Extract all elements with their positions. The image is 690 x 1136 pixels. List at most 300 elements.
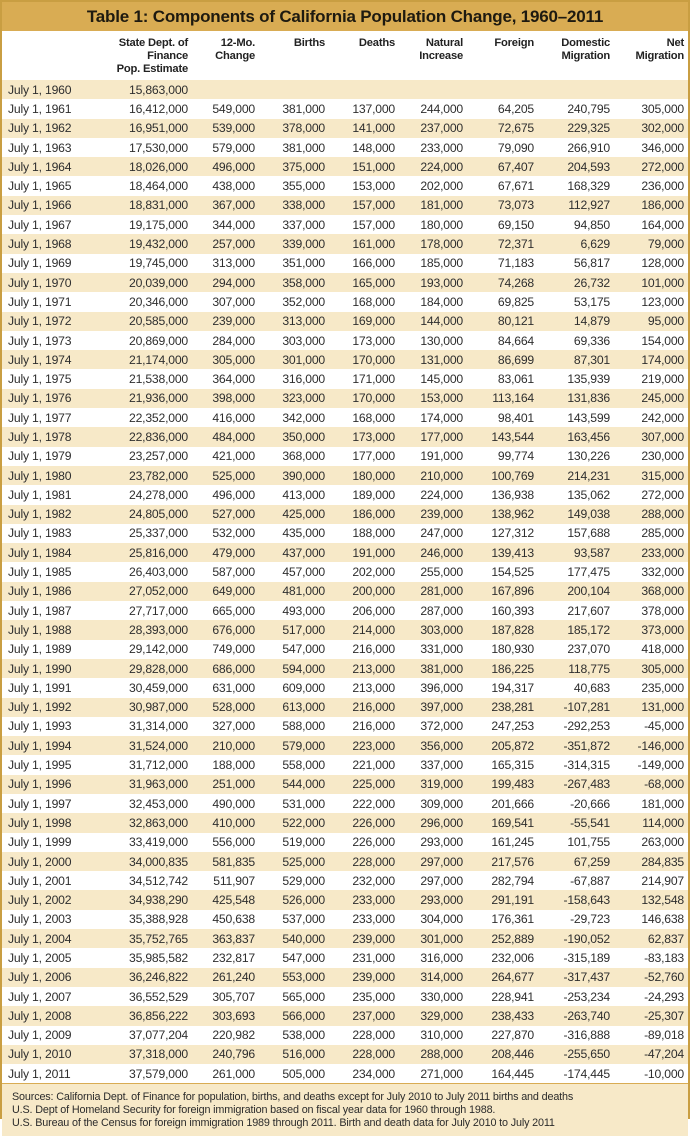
cell-date: July 1, 1966: [2, 196, 112, 215]
cell-pop-estimate: 21,936,000: [112, 389, 188, 408]
cell-deaths: 191,000: [325, 543, 395, 562]
cell-domestic-migration: 118,775: [534, 659, 610, 678]
cell-12-mo-change: 305,000: [188, 350, 255, 369]
cell-domestic-migration: -67,887: [570, 873, 610, 888]
cell-net-migration: 378,000: [641, 603, 684, 618]
cell-births: 579,000: [255, 736, 325, 755]
cell-pop-estimate: 20,039,000: [112, 273, 188, 292]
cell-foreign: 238,433: [463, 1006, 534, 1025]
cell-net-migration: 95,000: [610, 312, 688, 331]
cell-12-mo-change: 425,548: [188, 890, 255, 909]
table-row: [2, 968, 688, 987]
cell-deaths: 137,000: [352, 101, 395, 116]
cell-foreign: 73,073: [463, 196, 534, 215]
cell-foreign: 264,677: [463, 968, 534, 987]
cell-births: 553,000: [255, 968, 325, 987]
cell-domestic-migration: -316,888: [563, 1028, 610, 1043]
cell-births: 457,000: [282, 565, 325, 580]
cell-date: July 1, 1974: [2, 350, 112, 369]
column-header-net-migration: Net Migration: [610, 31, 688, 80]
cell-domestic-migration: 240,795: [567, 101, 610, 116]
cell-net-migration: 233,000: [610, 543, 688, 562]
cell-net-migration: 245,000: [610, 389, 688, 408]
source-line: Sources: California Dept. of Finance for population, births, and deaths except for July 2010 to July 2011 births and deaths: [12, 1091, 574, 1104]
table-row: [2, 1026, 688, 1045]
table-row: [2, 910, 688, 929]
cell-births: 316,000: [282, 372, 325, 387]
cell-pop-estimate: 31,712,000: [129, 758, 188, 773]
cell-domestic-migration: -267,483: [534, 775, 610, 794]
cell-births: 368,000: [282, 449, 325, 464]
cell-date: July 1, 1984: [2, 543, 112, 562]
cell-deaths: 151,000: [325, 157, 395, 176]
cell-date: July 1, 1991: [8, 680, 72, 695]
cell-12-mo-change: 438,000: [212, 179, 255, 194]
cell-natural-increase: 255,000: [420, 565, 463, 580]
cell-births: 339,000: [255, 234, 325, 253]
cell-deaths: 173,000: [352, 333, 395, 348]
cell-net-migration: -24,293: [644, 989, 684, 1004]
cell-domestic-migration: 94,850: [573, 217, 610, 232]
cell-date: July 1, 1976: [2, 389, 112, 408]
cell-domestic-migration: 229,325: [534, 119, 610, 138]
table-row: [2, 273, 688, 292]
cell-foreign: 136,938: [491, 487, 534, 502]
cell-pop-estimate: 31,314,000: [129, 719, 188, 734]
cell-12-mo-change: 484,000: [188, 427, 255, 446]
cell-natural-increase: 145,000: [420, 372, 463, 387]
cell-domestic-migration: 135,062: [567, 487, 610, 502]
cell-deaths: 148,000: [352, 140, 395, 155]
cell-net-migration: -25,307: [610, 1006, 688, 1025]
cell-foreign: 67,407: [463, 157, 534, 176]
cell-12-mo-change: 676,000: [188, 620, 255, 639]
cell-foreign: 127,312: [491, 526, 534, 541]
cell-foreign: 227,870: [491, 1028, 534, 1043]
table-row: [2, 678, 688, 697]
cell-net-migration: 114,000: [610, 813, 688, 832]
cell-pop-estimate: 24,278,000: [129, 487, 188, 502]
cell-deaths: 222,000: [352, 796, 395, 811]
cell-deaths: 225,000: [325, 775, 395, 794]
cell-natural-increase: 178,000: [395, 234, 463, 253]
cell-deaths: 177,000: [352, 449, 395, 464]
table-row: [2, 543, 688, 562]
cell-pop-estimate: 31,963,000: [112, 775, 188, 794]
cell-date: July 1, 2005: [8, 951, 72, 965]
cell-net-migration: 346,000: [641, 140, 684, 155]
cell-foreign: 154,525: [491, 565, 534, 580]
cell-date: July 1, 1985: [8, 565, 72, 580]
cell-net-migration: -146,000: [610, 736, 688, 755]
cell-natural-increase: 396,000: [420, 680, 463, 695]
cell-natural-increase: 247,000: [420, 526, 463, 541]
cell-pop-estimate: 36,246,822: [112, 968, 188, 987]
cell-deaths: 228,000: [325, 1045, 395, 1064]
cell-date: July 1, 1998: [2, 813, 112, 832]
cell-net-migration: -68,000: [610, 775, 688, 794]
cell-domestic-migration: -253,234: [563, 989, 610, 1004]
cell-date: July 1, 1967: [8, 217, 72, 232]
cell-deaths: 237,000: [325, 1006, 395, 1025]
table-row: [2, 524, 688, 543]
cell-births: 378,000: [255, 119, 325, 138]
cell-12-mo-change: 284,000: [212, 333, 255, 348]
cell-births: 390,000: [255, 466, 325, 485]
cell-births: 413,000: [282, 487, 325, 502]
cell-domestic-migration: -292,253: [563, 719, 610, 734]
cell-deaths: 170,000: [325, 350, 395, 369]
cell-date: July 1, 1987: [8, 603, 72, 618]
cell-natural-increase: 316,000: [420, 951, 463, 965]
cell-date: July 1, 1986: [2, 582, 112, 601]
cell-net-migration: 131,000: [610, 698, 688, 717]
table-row: [2, 620, 688, 639]
table-row: [2, 485, 688, 504]
cell-births: 437,000: [255, 543, 325, 562]
table-row: [2, 601, 688, 620]
table-row: [2, 427, 688, 446]
cell-pop-estimate: 22,352,000: [129, 410, 188, 425]
table-row: [2, 794, 688, 813]
cell-12-mo-change: 261,000: [212, 1066, 255, 1081]
cell-12-mo-change: 210,000: [188, 736, 255, 755]
cell-births: 375,000: [255, 157, 325, 176]
cell-births: 522,000: [255, 813, 325, 832]
cell-foreign: 72,675: [463, 119, 534, 138]
table-row: [2, 755, 688, 774]
table-row: [2, 813, 688, 832]
cell-pop-estimate: 30,987,000: [112, 698, 188, 717]
cell-foreign: 99,774: [497, 449, 534, 464]
cell-pop-estimate: 27,717,000: [129, 603, 188, 618]
cell-births: 588,000: [282, 719, 325, 734]
table-row: [2, 408, 688, 427]
cell-natural-increase: 202,000: [420, 179, 463, 194]
cell-foreign: 169,541: [463, 813, 534, 832]
cell-deaths: 202,000: [352, 565, 395, 580]
cell-natural-increase: 301,000: [395, 929, 463, 948]
cell-deaths: 168,000: [352, 294, 395, 309]
cell-natural-increase: 330,000: [420, 989, 463, 1004]
cell-date: July 1, 1963: [8, 140, 72, 155]
table-row: [2, 80, 688, 99]
cell-foreign: 72,371: [463, 234, 534, 253]
cell-natural-increase: 130,000: [420, 333, 463, 348]
cell-natural-increase: 297,000: [420, 873, 463, 888]
cell-12-mo-change: 261,240: [188, 968, 255, 987]
table-row: [2, 640, 688, 659]
cell-foreign: 194,317: [491, 680, 534, 695]
cell-deaths: 173,000: [325, 427, 395, 446]
cell-natural-increase: 210,000: [395, 466, 463, 485]
cell-foreign: 180,930: [491, 642, 534, 657]
cell-natural-increase: 233,000: [420, 140, 463, 155]
cell-domestic-migration: 93,587: [534, 543, 610, 562]
cell-births: 544,000: [255, 775, 325, 794]
data-table: [2, 31, 688, 1083]
cell-12-mo-change: 307,000: [212, 294, 255, 309]
cell-domestic-migration: 14,879: [534, 312, 610, 331]
cell-pop-estimate: 15,863,000: [112, 80, 188, 99]
cell-deaths: 228,000: [325, 852, 395, 871]
cell-natural-increase: 293,000: [395, 890, 463, 909]
cell-deaths: 233,000: [325, 890, 395, 909]
cell-natural-increase: 185,000: [420, 256, 463, 271]
cell-12-mo-change: 665,000: [212, 603, 255, 618]
cell-pop-estimate: 31,524,000: [112, 736, 188, 755]
cell-pop-estimate: 21,174,000: [112, 350, 188, 369]
cell-foreign: 187,828: [463, 620, 534, 639]
cell-natural-increase: 304,000: [420, 912, 463, 927]
table-row: [2, 369, 688, 388]
cell-foreign: 164,445: [491, 1066, 534, 1081]
cell-12-mo-change: 556,000: [212, 835, 255, 850]
cell-12-mo-change: 450,638: [212, 912, 255, 927]
cell-natural-increase: 191,000: [420, 449, 463, 464]
cell-deaths: 180,000: [325, 466, 395, 485]
cell-net-migration: -149,000: [637, 758, 684, 773]
cell-date: July 1, 1980: [2, 466, 112, 485]
cell-pop-estimate: 36,856,222: [112, 1006, 188, 1025]
cell-date: July 1, 1978: [2, 427, 112, 446]
cell-pop-estimate: 28,393,000: [112, 620, 188, 639]
cell-12-mo-change: [188, 80, 255, 99]
cell-date: July 1, 2003: [8, 912, 72, 927]
cell-domestic-migration: -20,666: [570, 796, 610, 811]
cell-date: July 1, 1979: [8, 449, 72, 464]
cell-births: 342,000: [282, 410, 325, 425]
cell-12-mo-change: 327,000: [212, 719, 255, 734]
cell-births: 538,000: [282, 1028, 325, 1043]
cell-domestic-migration: 112,927: [534, 196, 610, 215]
cell-births: 547,000: [282, 951, 325, 965]
cell-deaths: 189,000: [352, 487, 395, 502]
column-header-births: Births: [255, 31, 325, 80]
cell-births: 505,000: [282, 1066, 325, 1081]
cell-domestic-migration: -317,437: [534, 968, 610, 987]
cell-net-migration: 272,000: [641, 487, 684, 502]
cell-births: 547,000: [282, 642, 325, 657]
cell-natural-increase: 177,000: [395, 427, 463, 446]
cell-12-mo-change: 528,000: [188, 698, 255, 717]
cell-date: July 1, 1993: [8, 719, 72, 734]
cell-foreign: 71,183: [497, 256, 534, 271]
table-row: [2, 890, 688, 909]
table-row: [2, 659, 688, 678]
cell-domestic-migration: 163,456: [534, 427, 610, 446]
cell-date: July 1, 2009: [8, 1028, 72, 1043]
cell-foreign: 74,268: [463, 273, 534, 292]
cell-natural-increase: 314,000: [395, 968, 463, 987]
cell-deaths: 170,000: [325, 389, 395, 408]
cell-foreign: 282,794: [491, 873, 534, 888]
cell-net-migration: 123,000: [641, 294, 684, 309]
cell-domestic-migration: 87,301: [534, 350, 610, 369]
table-row: [2, 196, 688, 215]
cell-net-migration: 305,000: [610, 659, 688, 678]
cell-domestic-migration: -55,541: [534, 813, 610, 832]
cell-net-migration: -83,183: [644, 951, 684, 965]
cell-pop-estimate: 33,419,000: [129, 835, 188, 850]
cell-domestic-migration: 69,336: [573, 333, 610, 348]
cell-pop-estimate: 20,346,000: [129, 294, 188, 309]
cell-domestic-migration: 40,683: [573, 680, 610, 695]
cell-foreign: 67,671: [497, 179, 534, 194]
cell-net-migration: 132,548: [610, 890, 688, 909]
cell-births: 516,000: [255, 1045, 325, 1064]
cell-natural-increase: 184,000: [420, 294, 463, 309]
cell-natural-increase: 224,000: [420, 487, 463, 502]
cell-net-migration: 285,000: [641, 526, 684, 541]
cell-net-migration: 214,907: [641, 873, 684, 888]
cell-foreign: 80,121: [463, 312, 534, 331]
cell-pop-estimate: 37,077,204: [129, 1028, 188, 1043]
table-title-band: [2, 2, 688, 31]
cell-foreign: [463, 80, 534, 99]
cell-deaths: 200,000: [325, 582, 395, 601]
cell-12-mo-change: 579,000: [212, 140, 255, 155]
cell-foreign: 98,401: [497, 410, 534, 425]
cell-pop-estimate: 23,257,000: [129, 449, 188, 464]
table-row: [2, 852, 688, 871]
cell-12-mo-change: 587,000: [212, 565, 255, 580]
cell-12-mo-change: 363,837: [188, 929, 255, 948]
cell-deaths: 226,000: [325, 813, 395, 832]
cell-net-migration: 288,000: [610, 505, 688, 524]
cell-pop-estimate: 19,432,000: [112, 234, 188, 253]
cell-12-mo-change: 410,000: [188, 813, 255, 832]
cell-natural-increase: 271,000: [420, 1066, 463, 1081]
cell-date: July 1, 2007: [8, 989, 72, 1004]
cell-births: 609,000: [282, 680, 325, 695]
cell-pop-estimate: 32,863,000: [112, 813, 188, 832]
cell-births: 525,000: [255, 852, 325, 871]
cell-deaths: 157,000: [352, 217, 395, 232]
cell-deaths: 223,000: [325, 736, 395, 755]
column-header-date: [2, 31, 112, 80]
cell-net-migration: 164,000: [641, 217, 684, 232]
cell-pop-estimate: 19,745,000: [129, 256, 188, 271]
cell-domestic-migration: -263,740: [534, 1006, 610, 1025]
table-row: [2, 929, 688, 948]
cell-pop-estimate: 37,579,000: [129, 1066, 188, 1081]
cell-births: 519,000: [282, 835, 325, 850]
cell-domestic-migration: 6,629: [534, 234, 610, 253]
cell-deaths: 221,000: [352, 758, 395, 773]
cell-12-mo-change: 257,000: [188, 234, 255, 253]
cell-foreign: 205,872: [463, 736, 534, 755]
cell-date: July 1, 1972: [2, 312, 112, 331]
cell-pop-estimate: 32,453,000: [129, 796, 188, 811]
cell-domestic-migration: -29,723: [570, 912, 610, 927]
cell-deaths: 141,000: [325, 119, 395, 138]
cell-12-mo-change: 188,000: [212, 758, 255, 773]
column-header-deaths: Deaths: [325, 31, 395, 80]
cell-births: 613,000: [255, 698, 325, 717]
cell-pop-estimate: 26,403,000: [129, 565, 188, 580]
cell-natural-increase: 246,000: [395, 543, 463, 562]
cell-12-mo-change: 496,000: [188, 157, 255, 176]
cell-net-migration: 62,837: [610, 929, 688, 948]
cell-births: 313,000: [255, 312, 325, 331]
cell-foreign: 228,941: [491, 989, 534, 1004]
cell-natural-increase: 244,000: [420, 101, 463, 116]
cell-foreign: 160,393: [491, 603, 534, 618]
cell-natural-increase: 397,000: [395, 698, 463, 717]
table-row: [2, 987, 688, 1006]
table-row: [2, 254, 688, 273]
cell-domestic-migration: 157,688: [567, 526, 610, 541]
cell-12-mo-change: 749,000: [212, 642, 255, 657]
cell-foreign: 69,150: [497, 217, 534, 232]
cell-net-migration: 307,000: [610, 427, 688, 446]
cell-foreign: 165,315: [491, 758, 534, 773]
cell-12-mo-change: 303,693: [188, 1006, 255, 1025]
cell-pop-estimate: 37,318,000: [112, 1045, 188, 1064]
table-row: [2, 119, 688, 138]
cell-natural-increase: 297,000: [395, 852, 463, 871]
cell-net-migration: 230,000: [641, 449, 684, 464]
cell-domestic-migration: -314,315: [563, 758, 610, 773]
cell-deaths: 206,000: [352, 603, 395, 618]
cell-date: July 1, 1983: [8, 526, 72, 541]
cell-natural-increase: 372,000: [420, 719, 463, 734]
cell-natural-increase: 281,000: [395, 582, 463, 601]
cell-date: July 1, 1977: [8, 410, 72, 425]
cell-date: July 1, 1981: [8, 487, 72, 502]
cell-pop-estimate: 29,142,000: [129, 642, 188, 657]
table-row: [2, 99, 688, 118]
cell-date: July 1, 1970: [2, 273, 112, 292]
cell-12-mo-change: 240,796: [188, 1045, 255, 1064]
cell-12-mo-change: 511,907: [213, 873, 255, 888]
cell-net-migration: 128,000: [641, 256, 684, 271]
cell-12-mo-change: 496,000: [212, 487, 255, 502]
table-row: [2, 292, 688, 311]
cell-net-migration: 263,000: [641, 835, 684, 850]
cell-domestic-migration: 135,939: [567, 372, 610, 387]
cell-deaths: 188,000: [352, 526, 395, 541]
cell-natural-increase: 288,000: [395, 1045, 463, 1064]
cell-12-mo-change: 539,000: [188, 119, 255, 138]
cell-pop-estimate: 18,464,000: [129, 179, 188, 194]
cell-domestic-migration: -158,643: [534, 890, 610, 909]
cell-deaths: 239,000: [325, 968, 395, 987]
cell-domestic-migration: -107,281: [534, 698, 610, 717]
cell-births: 565,000: [282, 989, 325, 1004]
cell-deaths: 165,000: [325, 273, 395, 292]
cell-foreign: 176,361: [491, 912, 534, 927]
cell-births: 381,000: [282, 101, 325, 116]
cell-domestic-migration: 214,231: [534, 466, 610, 485]
table-title: Table 1: Components of California Population Change, 1960–2011: [86, 6, 604, 26]
source-line: U.S. Dept of Homeland Security for foreign immigration based on fiscal year data for 1960 through 1988.: [12, 1104, 496, 1117]
cell-births: 537,000: [282, 912, 325, 927]
cell-pop-estimate: 22,836,000: [112, 427, 188, 446]
cell-foreign: 201,666: [491, 796, 534, 811]
table-row: [2, 157, 688, 176]
cell-births: 425,000: [255, 505, 325, 524]
cell-domestic-migration: -255,650: [534, 1045, 610, 1064]
cell-12-mo-change: 527,000: [188, 505, 255, 524]
cell-date: July 1, 2011: [8, 1066, 71, 1081]
cell-date: July 1, 1989: [8, 642, 72, 657]
cell-net-migration: 146,638: [641, 912, 684, 927]
cell-deaths: 226,000: [352, 835, 395, 850]
cell-domestic-migration: 67,259: [534, 852, 610, 871]
cell-deaths: 186,000: [325, 505, 395, 524]
